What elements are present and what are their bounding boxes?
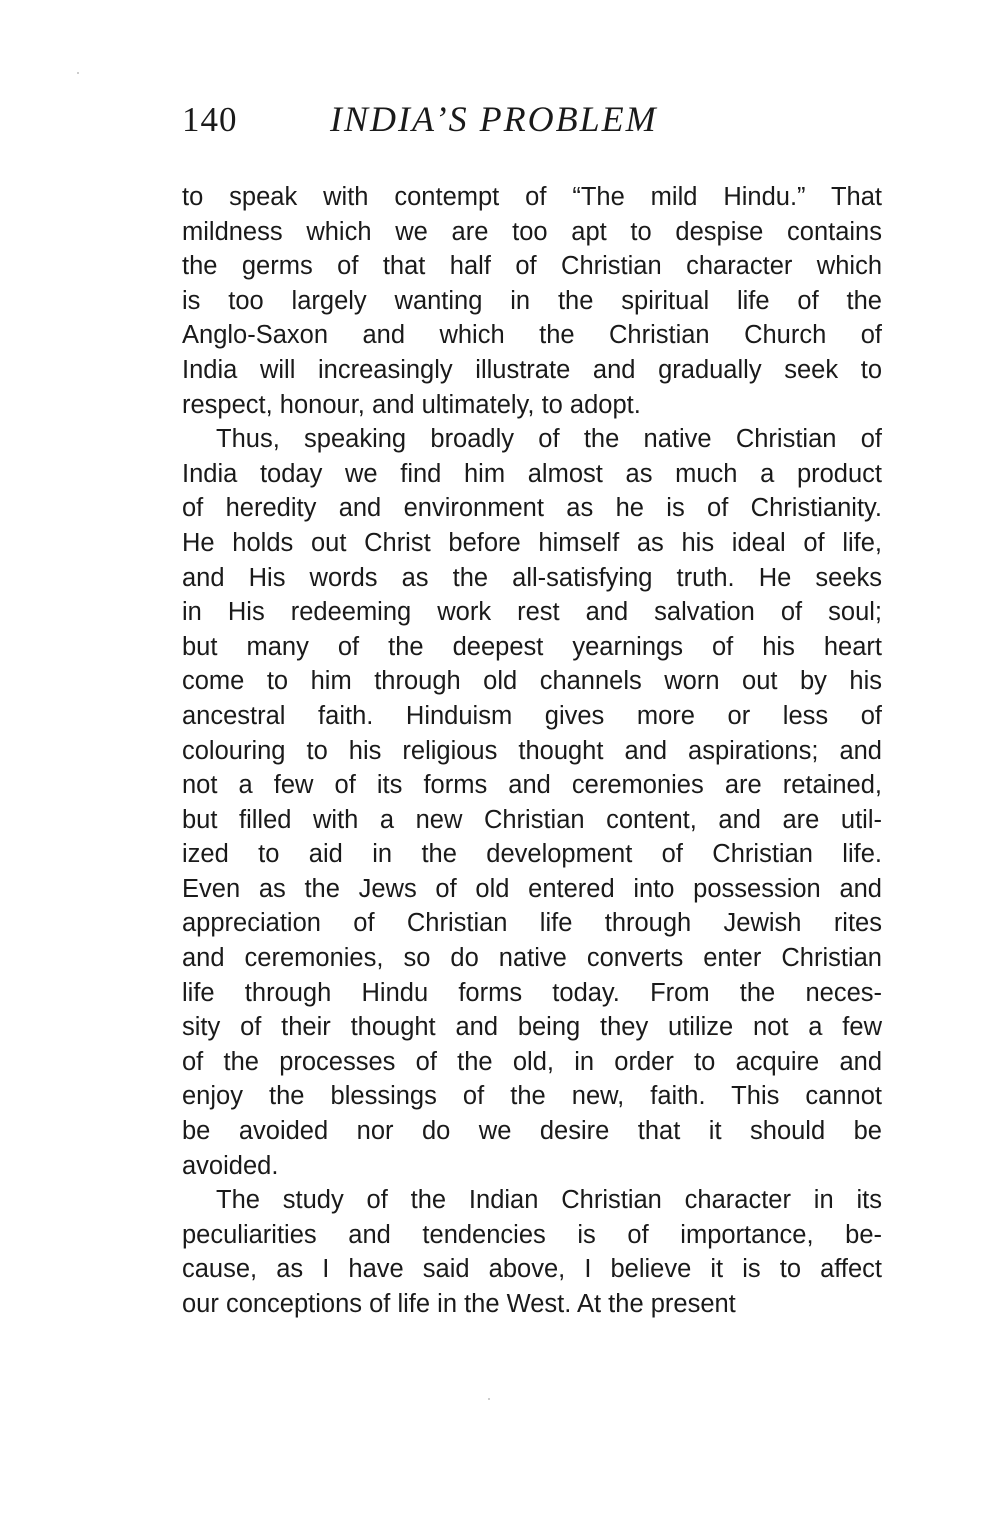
paragraph (182, 1183, 882, 1321)
text-line: not a few of its forms and ceremonies are retained, (182, 771, 882, 800)
text-line: India today we find him almost as much a product (182, 459, 882, 488)
paragraph (182, 180, 882, 422)
text-line: ancestral faith. Hinduism gives more or less of (182, 701, 882, 730)
text-line: of the processes of the old, in order to acquire and (182, 1047, 882, 1076)
text-line: India will increasingly illustrate and gradually seek to (182, 355, 882, 384)
text-line: Anglo-Saxon and which the Christian Church of (182, 321, 882, 350)
text-line: avoided. (182, 1151, 279, 1180)
text-line: respect, honour, and ultimately, to adopt. (182, 390, 641, 419)
text-line: ized to aid in the development of Christian life. (182, 840, 882, 869)
scan-speck (488, 1398, 490, 1400)
text-line: appreciation of Christian life through Jewish rites (182, 909, 882, 938)
text-line: and ceremonies, so do native converts enter Christian (182, 944, 882, 973)
text-line: our conceptions of life in the West. At the present (182, 1290, 736, 1318)
text-line: colouring to his religious thought and aspirations; and (182, 736, 882, 765)
text-line: come to him through old channels worn out by his (182, 667, 882, 696)
text-line: The study of the Indian Christian character in its (216, 1186, 882, 1215)
text-line: life through Hindu forms today. From the neces- (182, 978, 882, 1007)
text-line: the germs of that half of Christian character which (182, 252, 882, 281)
text-line: peculiarities and tendencies is of importance, be- (182, 1220, 882, 1249)
scan-speck (77, 72, 79, 74)
text-line: mildness which we are too apt to despise contains (182, 217, 882, 246)
paragraph (182, 422, 882, 1183)
running-title: INDIA’S PROBLEM (330, 99, 658, 139)
text-line: but many of the deepest yearnings of his heart (182, 632, 882, 661)
text-line: but filled with a new Christian content, and are util- (182, 805, 882, 834)
text-line: sity of their thought and being they utilize not a few (182, 1013, 882, 1042)
text-line: Thus, speaking broadly of the native Christian of (216, 425, 882, 454)
text-line: in His redeeming work rest and salvation of soul; (182, 598, 882, 627)
text-line: is too largely wanting in the spiritual life of the (182, 286, 882, 315)
text-line: enjoy the blessings of the new, faith. This cannot (182, 1082, 882, 1111)
text-line: be avoided nor do we desire that it should be (182, 1117, 882, 1146)
text-line: Even as the Jews of old entered into possession and (182, 874, 882, 903)
text-line: He holds out Christ before himself as his ideal of life, (182, 528, 882, 557)
body-text (182, 180, 882, 1322)
page-number: 140 (182, 100, 238, 139)
text-line: and His words as the all-satisfying truth. He seeks (182, 563, 882, 592)
text-line: to speak with contempt of “The mild Hindu.” That (182, 183, 882, 211)
text-line: of heredity and environment as he is of Christianity. (182, 494, 882, 523)
text-line: cause, as I have said above, I believe it is to affect (182, 1255, 882, 1284)
running-head (182, 98, 882, 148)
